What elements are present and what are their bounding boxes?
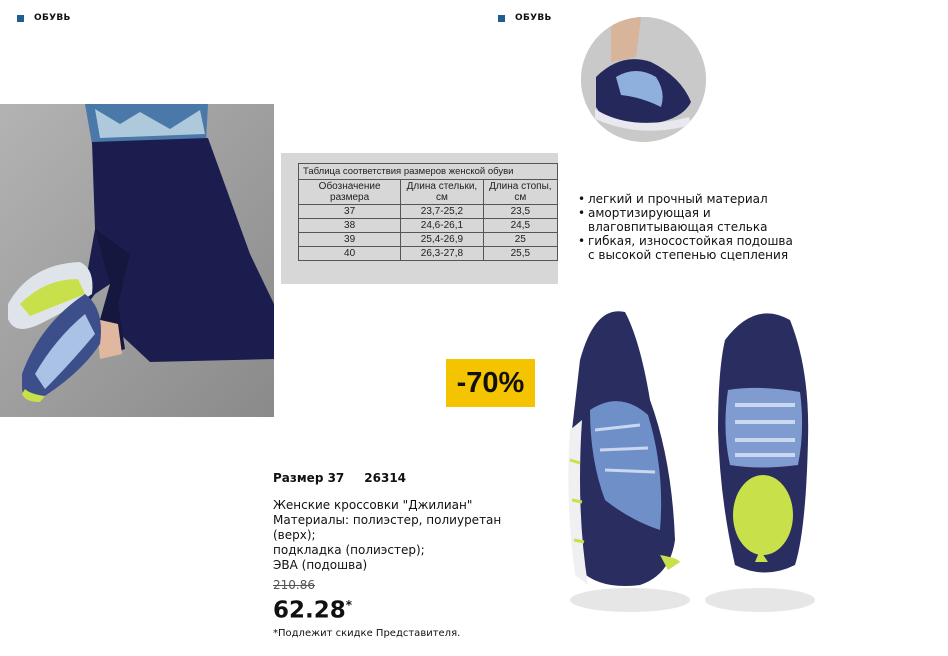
section-title: ОБУВЬ <box>515 13 552 23</box>
table-cell: 24,5 <box>483 219 557 233</box>
table-cell: 25,5 <box>483 247 557 261</box>
feature-list <box>578 192 798 262</box>
product-meta <box>273 471 533 485</box>
size-table-caption: Таблица соответствия размеров женской обуви <box>299 164 558 180</box>
sneakers-pair-image <box>560 300 820 630</box>
section-tag-left <box>17 13 71 23</box>
table-row <box>299 233 558 247</box>
table-cell: 39 <box>299 233 401 247</box>
table-cell: 38 <box>299 219 401 233</box>
table-row <box>299 205 558 219</box>
product-materials: Материалы: полиэстер, полиуретан (верх); <box>273 513 502 542</box>
size-table-header: Обозначение размера <box>299 180 401 205</box>
product-info <box>273 471 533 639</box>
product-lining: подкладка (полиэстер); <box>273 543 425 557</box>
product-sole: ЭВА (подошва) <box>273 558 368 572</box>
model-jumping-image <box>0 104 274 417</box>
size-table-header: Длина стельки, см <box>401 180 483 205</box>
old-price: 210.86 <box>273 578 315 592</box>
size-table-header: Длина стопы, см <box>483 180 557 205</box>
section-title: ОБУВЬ <box>34 13 71 23</box>
table-cell: 25 <box>483 233 557 247</box>
new-price <box>273 592 533 624</box>
section-dot <box>17 15 24 22</box>
table-cell: 23,5 <box>483 205 557 219</box>
price-note: *Подлежит скидке Представителя. <box>273 627 461 639</box>
table-cell: 24,6-26,1 <box>401 219 483 233</box>
product-description <box>273 498 533 573</box>
section-tag-right <box>498 13 552 23</box>
table-cell: 37 <box>299 205 401 219</box>
size-table <box>298 163 558 261</box>
table-cell: 23,7-25,2 <box>401 205 483 219</box>
shoe-detail-photo <box>581 17 706 142</box>
product-name: Женские кроссовки "Джилиан" <box>273 498 473 512</box>
table-cell: 25,4-26,9 <box>401 233 483 247</box>
size-label: Размер 37 <box>273 471 345 485</box>
new-price-value: 62.28 <box>273 597 346 624</box>
table-cell: 40 <box>299 247 401 261</box>
sneakers-photo <box>560 300 820 630</box>
table-cell: 26,3-27,8 <box>401 247 483 261</box>
table-row <box>299 219 558 233</box>
list-item: • гибкая, износостойкая подошва с высокой степенью сцепления <box>578 234 798 262</box>
section-dot <box>498 15 505 22</box>
price-footnote-mark: * <box>345 598 353 612</box>
table-row <box>299 247 558 261</box>
list-item: • амортизирующая и влаговпитывающая стелька <box>578 206 798 234</box>
model-photo <box>0 104 274 417</box>
product-code: 26314 <box>364 471 407 485</box>
list-item: • легкий и прочный материал <box>578 192 798 206</box>
shoe-closeup-image <box>581 17 706 142</box>
size-chart <box>281 153 558 284</box>
discount-badge: -70% <box>446 359 535 407</box>
